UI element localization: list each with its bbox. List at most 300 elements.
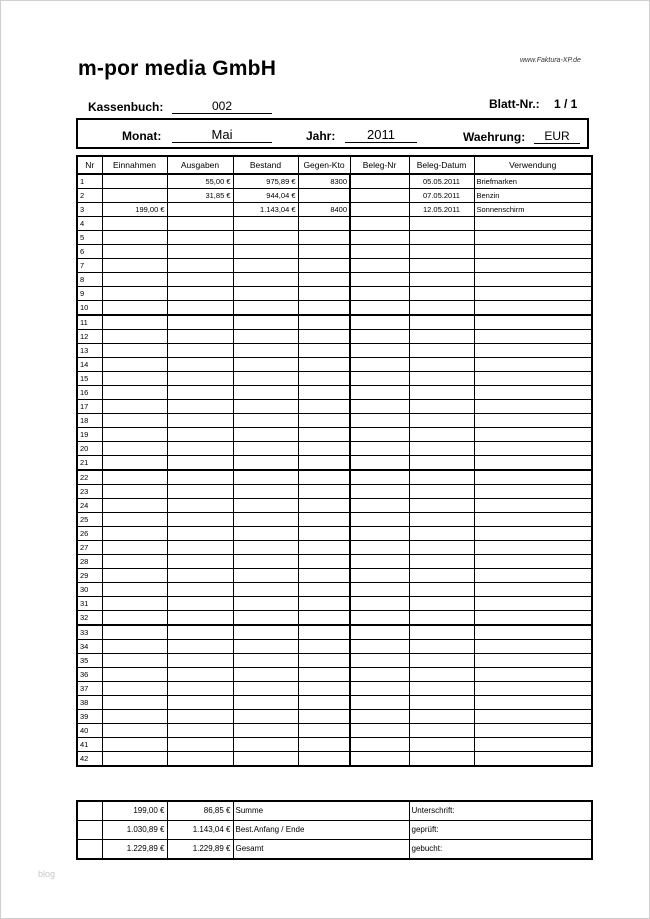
cell-ausgaben	[167, 231, 233, 245]
summary-right: gebucht:	[409, 840, 592, 860]
cell-ausgaben	[167, 668, 233, 682]
cell-einnahmen	[102, 273, 167, 287]
cell-ausgaben	[167, 428, 233, 442]
cell-belegnr	[350, 414, 409, 428]
cell-gegenkto: 8300	[298, 174, 350, 189]
table-row	[77, 386, 592, 400]
cell-nr: 7	[77, 259, 102, 273]
cell-belegnr	[350, 273, 409, 287]
cell-einnahmen	[102, 344, 167, 358]
cell-datum	[409, 569, 474, 583]
cell-bestand	[233, 499, 298, 513]
cell-belegnr	[350, 231, 409, 245]
summary-label: Gesamt	[233, 840, 409, 860]
cell-bestand	[233, 724, 298, 738]
cell-belegnr	[350, 611, 409, 626]
cell-datum: 12.05.2011	[409, 203, 474, 217]
cell-belegnr	[350, 372, 409, 386]
cell-gegenkto	[298, 245, 350, 259]
cell-datum	[409, 231, 474, 245]
cell-ausgaben	[167, 611, 233, 626]
cell-datum	[409, 344, 474, 358]
cell-datum	[409, 400, 474, 414]
cell-einnahmen	[102, 315, 167, 330]
table-row	[77, 611, 592, 626]
table-row	[77, 541, 592, 555]
cell-ausgaben: 31,85 €	[167, 189, 233, 203]
cell-einnahmen	[102, 696, 167, 710]
cell-verwendung	[474, 301, 592, 316]
cell-einnahmen	[102, 189, 167, 203]
cell-nr: 33	[77, 625, 102, 640]
col-header-bestand: Bestand	[233, 156, 298, 174]
cell-datum	[409, 527, 474, 541]
cell-ausgaben	[167, 386, 233, 400]
cell-datum	[409, 442, 474, 456]
cell-verwendung	[474, 358, 592, 372]
cell-datum	[409, 330, 474, 344]
cell-verwendung	[474, 344, 592, 358]
cell-ausgaben	[167, 583, 233, 597]
cell-belegnr	[350, 682, 409, 696]
cell-nr: 21	[77, 456, 102, 471]
cell-einnahmen	[102, 752, 167, 767]
cell-ausgaben	[167, 287, 233, 301]
cell-ausgaben	[167, 513, 233, 527]
cell-belegnr	[350, 527, 409, 541]
cell-verwendung	[474, 386, 592, 400]
cell-ausgaben	[167, 470, 233, 485]
cell-einnahmen	[102, 231, 167, 245]
cell-datum	[409, 358, 474, 372]
cell-nr: 28	[77, 555, 102, 569]
cell-einnahmen	[102, 640, 167, 654]
col-header-belegdatum: Beleg-Datum	[409, 156, 474, 174]
cell-nr: 29	[77, 569, 102, 583]
cell-bestand	[233, 442, 298, 456]
table-row	[77, 330, 592, 344]
cell-verwendung	[474, 724, 592, 738]
cell-bestand	[233, 217, 298, 231]
cell-einnahmen	[102, 513, 167, 527]
cell-einnahmen	[102, 428, 167, 442]
table-row	[77, 189, 592, 203]
cell-einnahmen	[102, 287, 167, 301]
cell-belegnr	[350, 668, 409, 682]
blatt-value: 1 / 1	[554, 97, 578, 111]
cell-einnahmen	[102, 442, 167, 456]
cell-nr: 36	[77, 668, 102, 682]
cell-gegenkto	[298, 541, 350, 555]
cell-bestand	[233, 752, 298, 767]
table-row	[77, 583, 592, 597]
cell-ausgaben	[167, 245, 233, 259]
table-row	[77, 231, 592, 245]
cell-belegnr	[350, 386, 409, 400]
cell-gegenkto	[298, 301, 350, 316]
cell-bestand: 944,04 €	[233, 189, 298, 203]
cell-ausgaben	[167, 682, 233, 696]
cell-belegnr	[350, 174, 409, 189]
cell-einnahmen	[102, 301, 167, 316]
cell-bestand	[233, 470, 298, 485]
cell-bestand	[233, 640, 298, 654]
cell-nr: 2	[77, 189, 102, 203]
cell-gegenkto	[298, 400, 350, 414]
cell-belegnr	[350, 400, 409, 414]
cell-ausgaben	[167, 625, 233, 640]
cell-nr: 31	[77, 597, 102, 611]
cell-nr: 6	[77, 245, 102, 259]
cell-belegnr	[350, 470, 409, 485]
waehrung-value: EUR	[534, 129, 580, 144]
table-row	[77, 625, 592, 640]
summary-table	[76, 800, 593, 860]
cell-nr: 9	[77, 287, 102, 301]
cell-einnahmen	[102, 174, 167, 189]
cell-nr: 23	[77, 485, 102, 499]
cell-bestand	[233, 682, 298, 696]
cell-einnahmen	[102, 470, 167, 485]
table-row	[77, 456, 592, 471]
cell-bestand	[233, 625, 298, 640]
cell-bestand	[233, 231, 298, 245]
ledger-header-row	[77, 156, 592, 174]
table-row	[77, 724, 592, 738]
table-row	[77, 414, 592, 428]
jahr-value: 2011	[345, 128, 417, 143]
col-header-ausgaben: Ausgaben	[167, 156, 233, 174]
cell-ausgaben	[167, 654, 233, 668]
cell-verwendung	[474, 513, 592, 527]
cell-datum	[409, 217, 474, 231]
cell-bestand	[233, 541, 298, 555]
cell-gegenkto	[298, 682, 350, 696]
table-row	[77, 682, 592, 696]
cell-belegnr	[350, 217, 409, 231]
table-row	[77, 428, 592, 442]
cell-bestand	[233, 344, 298, 358]
cell-bestand	[233, 569, 298, 583]
cell-belegnr	[350, 315, 409, 330]
cell-gegenkto	[298, 315, 350, 330]
cell-einnahmen	[102, 738, 167, 752]
table-row	[77, 273, 592, 287]
cell-belegnr	[350, 245, 409, 259]
cell-einnahmen	[102, 597, 167, 611]
table-row	[77, 301, 592, 316]
cell-einnahmen	[102, 541, 167, 555]
summary-row	[77, 821, 592, 840]
company-name: m-por media GmbH	[78, 57, 277, 80]
cell-ausgaben	[167, 499, 233, 513]
cell-ausgaben	[167, 752, 233, 767]
cell-einnahmen	[102, 625, 167, 640]
cell-ausgaben	[167, 456, 233, 471]
cell-datum	[409, 499, 474, 513]
cell-einnahmen	[102, 485, 167, 499]
summary-right: geprüft:	[409, 821, 592, 840]
table-row	[77, 668, 592, 682]
cell-bestand	[233, 330, 298, 344]
cell-verwendung	[474, 597, 592, 611]
cell-datum	[409, 386, 474, 400]
cell-nr: 13	[77, 344, 102, 358]
cell-nr: 8	[77, 273, 102, 287]
cell-einnahmen	[102, 668, 167, 682]
cell-verwendung	[474, 400, 592, 414]
cell-nr: 18	[77, 414, 102, 428]
cell-bestand	[233, 400, 298, 414]
cell-nr: 19	[77, 428, 102, 442]
cell-belegnr	[350, 287, 409, 301]
cell-bestand	[233, 668, 298, 682]
cell-belegnr	[350, 189, 409, 203]
cell-bestand	[233, 710, 298, 724]
kassenbuch-label: Kassenbuch:	[88, 100, 164, 114]
website-text: www.Faktura-XP.de	[520, 57, 581, 64]
cell-verwendung	[474, 259, 592, 273]
cell-einnahmen	[102, 527, 167, 541]
table-row	[77, 513, 592, 527]
cell-nr: 24	[77, 499, 102, 513]
cell-datum	[409, 752, 474, 767]
cell-belegnr	[350, 428, 409, 442]
cell-nr: 16	[77, 386, 102, 400]
cell-verwendung: Sonnenschirm	[474, 203, 592, 217]
cell-gegenkto	[298, 611, 350, 626]
cell-bestand	[233, 654, 298, 668]
cell-nr: 20	[77, 442, 102, 456]
cell-ausgaben	[167, 597, 233, 611]
cell-nr: 3	[77, 203, 102, 217]
cell-einnahmen	[102, 400, 167, 414]
cell-ausgaben	[167, 273, 233, 287]
cell-ausgaben	[167, 555, 233, 569]
cell-nr: 37	[77, 682, 102, 696]
summary-empty	[77, 821, 102, 840]
cell-verwendung	[474, 442, 592, 456]
cell-verwendung	[474, 372, 592, 386]
cell-datum	[409, 541, 474, 555]
cell-nr: 27	[77, 541, 102, 555]
cell-datum	[409, 372, 474, 386]
cell-ausgaben	[167, 738, 233, 752]
table-row	[77, 499, 592, 513]
cell-verwendung	[474, 527, 592, 541]
col-header-einnahmen: Einnahmen	[102, 156, 167, 174]
table-row	[77, 527, 592, 541]
cell-einnahmen	[102, 710, 167, 724]
cell-gegenkto	[298, 752, 350, 767]
cell-datum	[409, 456, 474, 471]
cell-belegnr	[350, 724, 409, 738]
cell-gegenkto	[298, 428, 350, 442]
cell-gegenkto	[298, 344, 350, 358]
cell-einnahmen	[102, 499, 167, 513]
cell-einnahmen	[102, 583, 167, 597]
cell-einnahmen	[102, 386, 167, 400]
summary-ausgaben: 86,85 €	[167, 801, 233, 821]
cell-bestand	[233, 386, 298, 400]
cell-nr: 1	[77, 174, 102, 189]
cell-gegenkto	[298, 442, 350, 456]
cell-bestand	[233, 555, 298, 569]
cell-einnahmen	[102, 358, 167, 372]
cell-datum	[409, 470, 474, 485]
cell-datum	[409, 654, 474, 668]
cell-ausgaben	[167, 344, 233, 358]
cell-ausgaben	[167, 569, 233, 583]
cell-nr: 39	[77, 710, 102, 724]
cell-belegnr	[350, 738, 409, 752]
cell-ausgaben	[167, 640, 233, 654]
cell-belegnr	[350, 696, 409, 710]
cell-verwendung	[474, 541, 592, 555]
cell-belegnr	[350, 583, 409, 597]
cell-verwendung	[474, 470, 592, 485]
table-row	[77, 203, 592, 217]
cell-ausgaben	[167, 485, 233, 499]
cell-verwendung	[474, 217, 592, 231]
cell-datum	[409, 301, 474, 316]
cell-nr: 11	[77, 315, 102, 330]
summary-ausgaben: 1.229,89 €	[167, 840, 233, 860]
ledger-table	[76, 155, 593, 767]
cell-datum	[409, 273, 474, 287]
cell-belegnr	[350, 358, 409, 372]
cell-verwendung: Benzin	[474, 189, 592, 203]
cell-belegnr	[350, 499, 409, 513]
cell-verwendung	[474, 485, 592, 499]
cell-nr: 22	[77, 470, 102, 485]
cell-verwendung	[474, 668, 592, 682]
cell-datum	[409, 738, 474, 752]
cell-belegnr	[350, 301, 409, 316]
cell-verwendung	[474, 428, 592, 442]
cell-einnahmen: 199,00 €	[102, 203, 167, 217]
cell-nr: 14	[77, 358, 102, 372]
cell-datum	[409, 668, 474, 682]
cell-ausgaben	[167, 527, 233, 541]
cell-gegenkto	[298, 710, 350, 724]
cell-bestand	[233, 456, 298, 471]
cell-gegenkto	[298, 569, 350, 583]
cell-belegnr	[350, 259, 409, 273]
cell-datum	[409, 315, 474, 330]
cell-ausgaben	[167, 541, 233, 555]
cell-einnahmen	[102, 682, 167, 696]
cell-gegenkto	[298, 696, 350, 710]
table-row	[77, 400, 592, 414]
cell-datum	[409, 485, 474, 499]
cell-belegnr	[350, 203, 409, 217]
cell-nr: 41	[77, 738, 102, 752]
cell-verwendung	[474, 315, 592, 330]
cell-verwendung	[474, 273, 592, 287]
cell-gegenkto	[298, 597, 350, 611]
blatt-label: Blatt-Nr.:	[489, 97, 540, 111]
cell-gegenkto	[298, 470, 350, 485]
cell-einnahmen	[102, 456, 167, 471]
cell-verwendung	[474, 752, 592, 767]
table-row	[77, 710, 592, 724]
cell-nr: 4	[77, 217, 102, 231]
table-row	[77, 470, 592, 485]
cell-bestand	[233, 414, 298, 428]
cell-bestand	[233, 527, 298, 541]
cell-bestand	[233, 513, 298, 527]
summary-einnahmen: 199,00 €	[102, 801, 167, 821]
cell-belegnr	[350, 752, 409, 767]
cell-bestand	[233, 358, 298, 372]
table-row	[77, 217, 592, 231]
cell-ausgaben	[167, 442, 233, 456]
cell-belegnr	[350, 640, 409, 654]
cell-bestand	[233, 485, 298, 499]
cell-nr: 12	[77, 330, 102, 344]
cell-ausgaben	[167, 330, 233, 344]
cell-gegenkto	[298, 372, 350, 386]
cell-bestand	[233, 738, 298, 752]
cell-ausgaben	[167, 203, 233, 217]
cell-ausgaben	[167, 696, 233, 710]
cell-belegnr	[350, 513, 409, 527]
cell-gegenkto	[298, 287, 350, 301]
cell-belegnr	[350, 330, 409, 344]
monat-value: Mai	[172, 128, 272, 143]
cell-verwendung	[474, 287, 592, 301]
table-row	[77, 738, 592, 752]
cell-nr: 15	[77, 372, 102, 386]
col-header-gegenkto: Gegen-Kto	[298, 156, 350, 174]
summary-einnahmen: 1.030,89 €	[102, 821, 167, 840]
cell-verwendung	[474, 696, 592, 710]
cell-gegenkto	[298, 358, 350, 372]
cell-datum	[409, 696, 474, 710]
cell-ausgaben	[167, 724, 233, 738]
cell-nr: 5	[77, 231, 102, 245]
cell-gegenkto	[298, 555, 350, 569]
cell-ausgaben	[167, 372, 233, 386]
cell-datum	[409, 583, 474, 597]
cell-einnahmen	[102, 217, 167, 231]
cell-gegenkto	[298, 485, 350, 499]
cell-datum	[409, 555, 474, 569]
cell-belegnr	[350, 569, 409, 583]
cell-gegenkto	[298, 386, 350, 400]
cell-verwendung	[474, 611, 592, 626]
cell-ausgaben: 55,00 €	[167, 174, 233, 189]
cell-datum	[409, 710, 474, 724]
col-header-verwendung: Verwendung	[474, 156, 592, 174]
cell-verwendung	[474, 555, 592, 569]
cell-verwendung: Briefmarken	[474, 174, 592, 189]
cell-verwendung	[474, 414, 592, 428]
cell-gegenkto	[298, 189, 350, 203]
cell-gegenkto	[298, 513, 350, 527]
table-row	[77, 485, 592, 499]
col-header-belegnr: Beleg-Nr	[350, 156, 409, 174]
cell-bestand	[233, 259, 298, 273]
cell-einnahmen	[102, 414, 167, 428]
waehrung-label: Waehrung:	[463, 130, 526, 144]
table-row	[77, 259, 592, 273]
watermark-text: blog	[38, 869, 56, 879]
cell-nr: 25	[77, 513, 102, 527]
cell-datum	[409, 640, 474, 654]
cell-gegenkto	[298, 414, 350, 428]
